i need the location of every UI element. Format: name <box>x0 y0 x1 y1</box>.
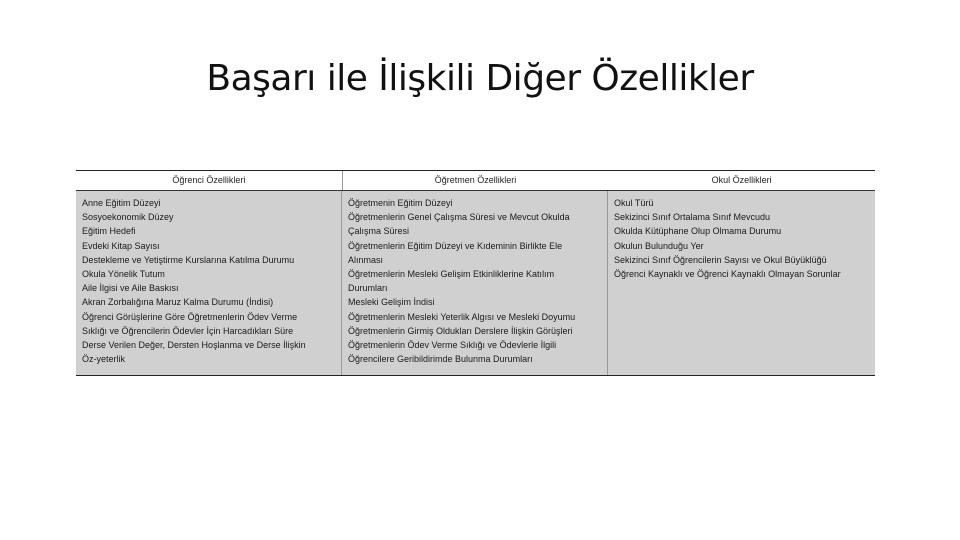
table-cell-line: Öğretmenlerin Mesleki Gelişim Etkinliklerine Katılım <box>348 269 555 280</box>
table-cell-line: Öğretmenlerin Genel Çalışma Süresi ve Mevcut Okulda <box>348 212 570 223</box>
slide-title: Başarı ile İlişkili Diğer Özellikler <box>206 58 754 99</box>
header-school-features: Okul Özellikleri <box>711 175 772 185</box>
table-cell-line: Öğretmenlerin Mesleki Yeterlik Algısı ve Mesleki Doyumu <box>348 311 576 322</box>
table-cell-line: Evdeki Kitap Sayısı <box>82 240 160 251</box>
table-cell-line: Eğitim Hedefi <box>82 226 136 237</box>
table-cell-line: Okula Yönelik Tutum <box>82 269 165 280</box>
table-cell-line: Öğrenci Kaynaklı ve Öğrenci Kaynaklı Olmayan Sorunlar <box>614 269 841 280</box>
table-cell-line: Okul Türü <box>614 198 654 208</box>
table-cell-line: Öğretmenlerin Ödev Verme Sıklığı ve Ödevlerle İlgili <box>348 340 557 351</box>
table-cell-line: Aile İlgisi ve Aile Baskısı <box>82 283 179 294</box>
teacher-features-column <box>342 191 608 375</box>
table-cell-line: Okulun Bulunduğu Yer <box>614 240 704 251</box>
features-table <box>76 170 875 376</box>
table-cell-line: Öz-yeterlik <box>82 354 126 365</box>
table-cell-line: Okulda Kütüphane Olup Olmama Durumu <box>614 226 782 237</box>
table-cell-line: Durumları <box>348 283 388 294</box>
school-features-column <box>608 191 875 375</box>
table-cell-line: Anne Eğitim Düzeyi <box>82 198 161 208</box>
table-cell-line: Sekizinci Sınıf Öğrencilerin Sayısı ve Okul Büyüklüğü <box>614 254 827 265</box>
table-cell-line: Sekizinci Sınıf Ortalama Sınıf Mevcudu <box>614 212 771 223</box>
table-cell-line: Öğretmenin Eğitim Düzeyi <box>348 198 453 208</box>
table-cell-line: Sıklığı ve Öğrencilerin Ödevler İçin Harcadıkları Süre <box>82 325 294 336</box>
table-body-row <box>76 191 875 375</box>
header-student-features: Öğrenci Özellikleri <box>76 171 343 190</box>
table-cell-line: Öğrenci Görüşlerine Göre Öğretmenlerin Ödev Verme <box>82 311 298 322</box>
table-cell-line: Destekleme ve Yetiştirme Kurslarına Katılma Durumu <box>82 254 295 265</box>
table-cell-line: Öğrencilere Geribildirimde Bulunma Durumları <box>348 354 533 365</box>
table-cell-line: Derse Verilen Değer, Dersten Hoşlanma ve Derse İlişkin <box>82 340 306 351</box>
table-cell-line: Öğretmenlerin Eğitim Düzeyi ve Kıdeminin Birlikte Ele <box>348 240 563 251</box>
student-features-column <box>76 191 342 375</box>
table-cell-line: Akran Zorbalığına Maruz Kalma Durumu (İndisi) <box>82 297 274 308</box>
table-cell-line: Sosyoekonomik Düzey <box>82 212 174 223</box>
header-teacher-features: Öğretmen Özellikleri <box>434 175 517 185</box>
table-cell-line: Çalışma Süresi <box>348 226 410 237</box>
table-cell-line: Öğretmenlerin Girmiş Oldukları Derslere İlişkin Görüşleri <box>348 325 573 336</box>
table-cell-line: Alınması <box>348 254 384 265</box>
table-cell-line: Mesleki Gelişim İndisi <box>348 297 435 308</box>
table-header-row <box>76 171 875 191</box>
